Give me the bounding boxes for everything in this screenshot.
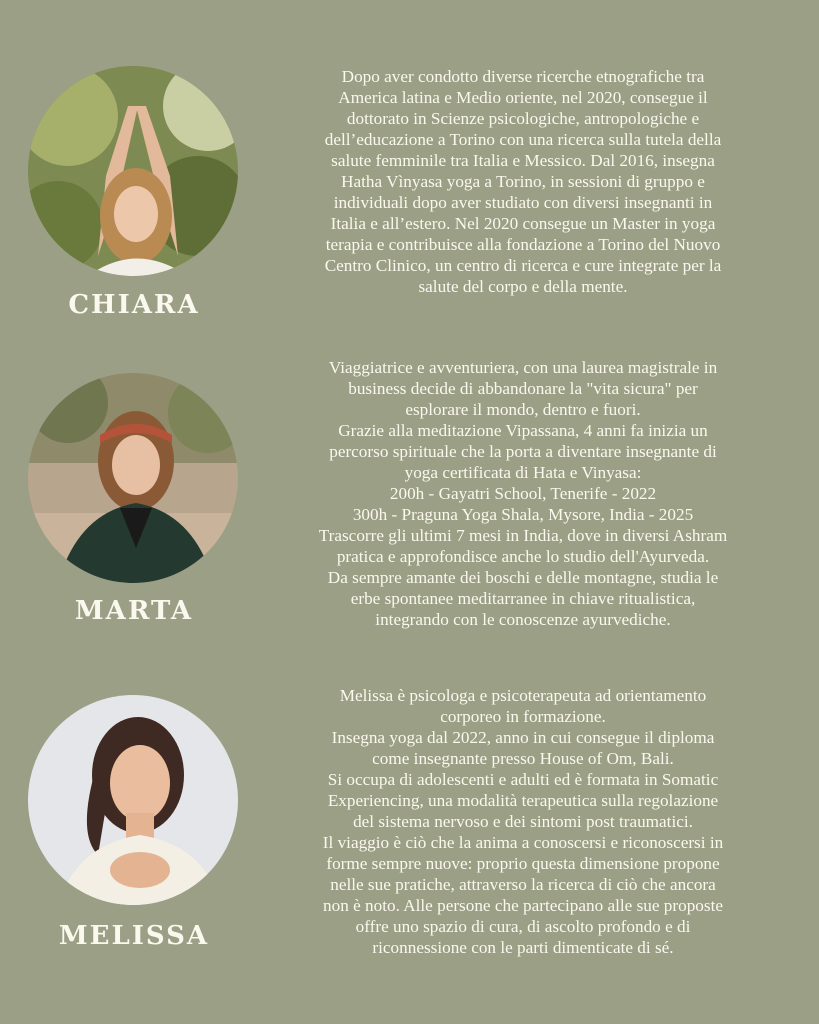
bio-line: erbe spontanee meditarranee in chiave ritualistica, <box>350 589 696 608</box>
bio-line: yoga certificata di Hata e Vinyasa: <box>404 463 642 482</box>
bio-line: Trascorre gli ultimi 7 mesi in India, dove in diversi Ashram <box>318 526 728 545</box>
bio-line: Centro Clinico, un centro di ricerca e cure integrate per la <box>324 256 722 275</box>
bio-line: pratica e approfondisce anche lo studio dell'Ayurveda. <box>336 547 710 566</box>
bio-line: Hatha Vìnyasa yoga a Torino, in sessioni di gruppo e <box>341 172 705 191</box>
chiara-photo <box>28 66 238 276</box>
bio-line: corporeo in formazione. <box>440 707 606 726</box>
bio-line: integrando con le conoscenze ayurvediche. <box>375 610 671 629</box>
bio-line: nelle sue pratiche, attraverso la ricerca di ciò che ancora <box>330 875 716 894</box>
marta-portrait-image <box>28 373 238 583</box>
bio-line: terapia e contribuisce alla fondazione a Torino del Nuovo <box>325 235 721 254</box>
bio-line: esplorare il mondo, dentro e fuori. <box>405 400 641 419</box>
bio-line: non è noto. Alle persone che partecipano alle sue proposte <box>323 896 723 915</box>
bio-line: percorso spirituale che la porta a diventare insegnante di <box>329 442 717 461</box>
bio-line: America latina e Medio oriente, nel 2020, consegue il <box>338 88 708 107</box>
bio-line: Da sempre amante dei boschi e delle montagne, studia le <box>327 568 719 587</box>
marta-bio <box>258 357 788 630</box>
melissa-bio <box>258 685 788 958</box>
marta-name: MARTA <box>74 596 194 626</box>
bio-line: Grazie alla meditazione Vipassana, 4 anni fa inizia un <box>338 421 708 440</box>
bio-line: forme sempre nuove: proprio questa dimensione propone <box>326 854 720 873</box>
bio-line: Italia e all’estero. Nel 2020 consegue un Master in yoga <box>330 214 716 233</box>
bio-line: dottorato in Scienze psicologiche, antropologiche e <box>346 109 700 128</box>
bio-line: 200h - Gayatri School, Tenerife - 2022 <box>389 484 657 503</box>
chiara-bio <box>258 66 788 297</box>
bio-line: riconnessione con le parti dimenticate di sé. <box>372 938 674 957</box>
melissa-photo <box>28 695 238 905</box>
bio-line: Dopo aver condotto diverse ricerche etnografiche tra <box>341 67 705 86</box>
bio-line: Si occupa di adolescenti e adulti ed è formata in Somatic <box>327 770 719 789</box>
chiara-portrait-image <box>28 66 238 276</box>
bio-line: business decide di abbandonare la "vita sicura" per <box>348 379 698 398</box>
bio-line: Melissa è psicologa e psicoterapeuta ad orientamento <box>339 686 707 705</box>
bio-line: offre uno spazio di cura, di ascolto profondo e di <box>355 917 691 936</box>
melissa-name: MELISSA <box>58 921 210 951</box>
bio-line: Insegna yoga dal 2022, anno in cui consegue il diploma <box>331 728 715 747</box>
bio-line: salute femminile tra Italia e Messico. Dal 2016, insegna <box>331 151 715 170</box>
melissa-portrait-image <box>28 695 238 905</box>
bio-line: Il viaggio è ciò che la anima a conoscersi e riconoscersi in <box>322 833 724 852</box>
marta-photo <box>28 373 238 583</box>
chiara-name: CHIARA <box>68 290 200 320</box>
bio-line: 300h - Praguna Yoga Shala, Mysore, India - 2025 <box>352 505 694 524</box>
bio-line: Viaggiatrice e avventuriera, con una laurea magistrale in <box>328 358 718 377</box>
bio-line: dell’educazione a Torino con una ricerca sulla tutela della <box>324 130 722 149</box>
bio-line: Experiencing, una modalità terapeutica sulla regolazione <box>327 791 719 810</box>
bio-line: salute del corpo e della mente. <box>418 277 628 296</box>
bio-line: del sistema nervoso e dei sintomi post traumatici. <box>353 812 693 831</box>
bio-line: come insegnante presso House of Om, Bali. <box>372 749 674 768</box>
bio-line: individuali dopo aver studiato con diversi insegnanti in <box>333 193 713 212</box>
